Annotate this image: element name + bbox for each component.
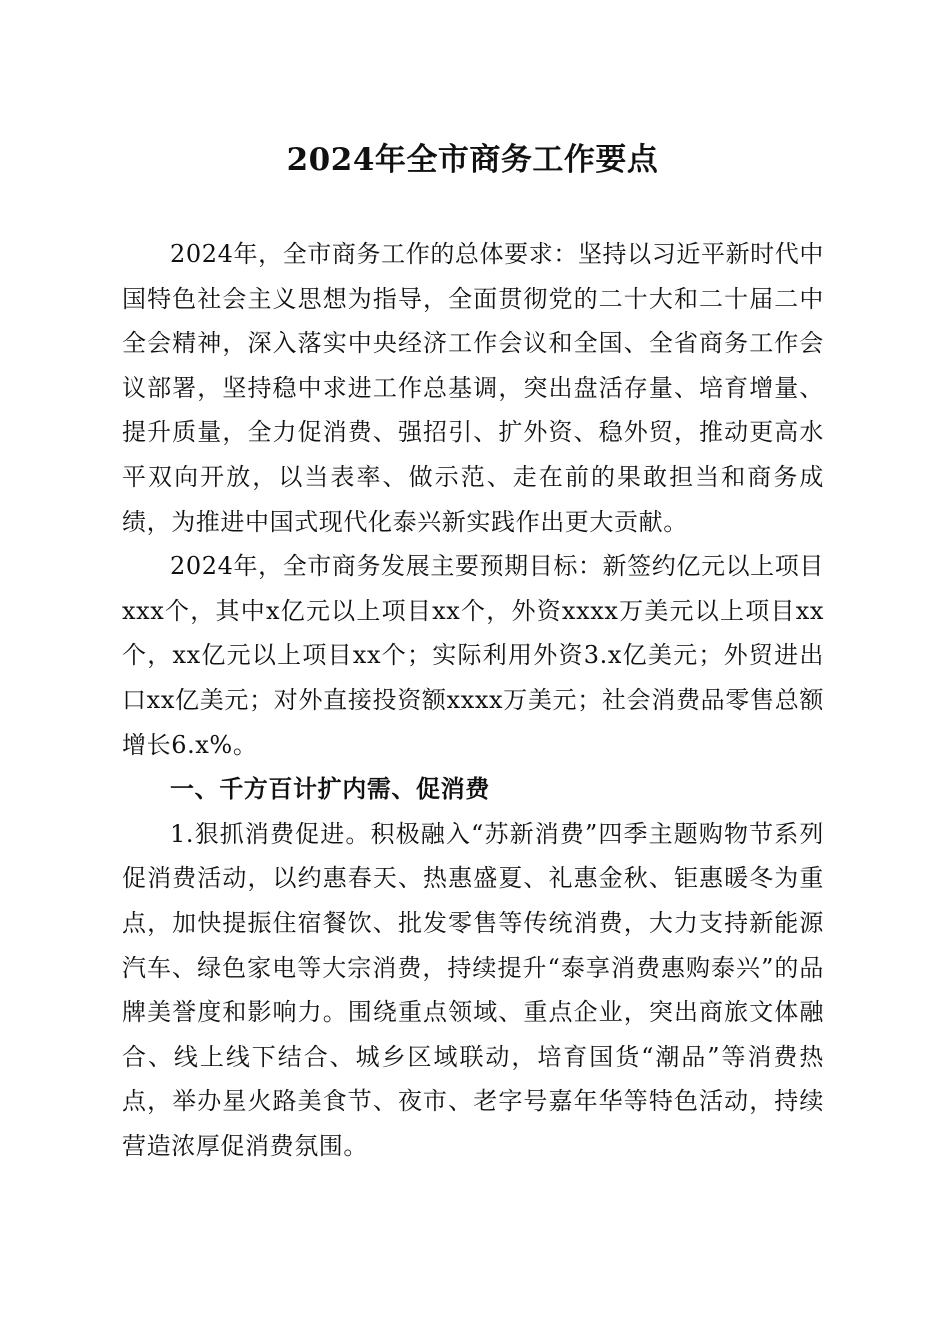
paragraph-overall-requirements: 2024年，全市商务工作的总体要求：坚持以习近平新时代中国特色社会主义思想为指导，全面贯彻党的二十大和二十届二中全会精神，深入落实中央经济工作会议和全国、全省商务工作会议部署，坚持稳中求进工作总基调，突出盘活存量、培育增量、提升质量，全力促消费、强招引、扩外资、稳外贸，推动更高水平双向开放，以当表率、做示范、走在前的果敢担当和商务成绩，为推进中国式现代化泰兴新实践作出更大贡献。: [122, 240, 824, 536]
paragraph-expected-targets: 2024年，全市商务发展主要预期目标：新签约亿元以上项目xxx个，其中x亿元以上项目xx个，外资xxxx万美元以上项目xx个，xx亿元以上项目xx个；实际利用外资3.x亿美元；外贸进出口xx亿美元；对外直接投资额xxxx万美元；社会消费品零售总额增长6.x%。: [122, 552, 824, 759]
section-heading-consumption: 一、千方百计扩内需、促消费: [170, 775, 490, 804]
document-title: 2024年全市商务工作要点: [286, 142, 659, 178]
document-body: [122, 232, 824, 1168]
paragraph-consumption-promotion: 1.狠抓消费促进。积极融入“苏新消费”四季主题购物节系列促消费活动，以约惠春天、热惠盛夏、礼惠金秋、钜惠暖冬为重点，加快提振住宿餐饮、批发零售等传统消费，大力支持新能源汽车、绿色家电等大宗消费，持续提升“泰享消费惠购泰兴”的品牌美誉度和影响力。围绕重点领域、重点企业，突出商旅文体融合、线上线下结合、城乡区域联动，培育国货“潮品”等消费热点，举办星火路美食节、夜市、老字号嘉年华等特色活动，持续营造浓厚促消费氛围。: [122, 819, 824, 1160]
